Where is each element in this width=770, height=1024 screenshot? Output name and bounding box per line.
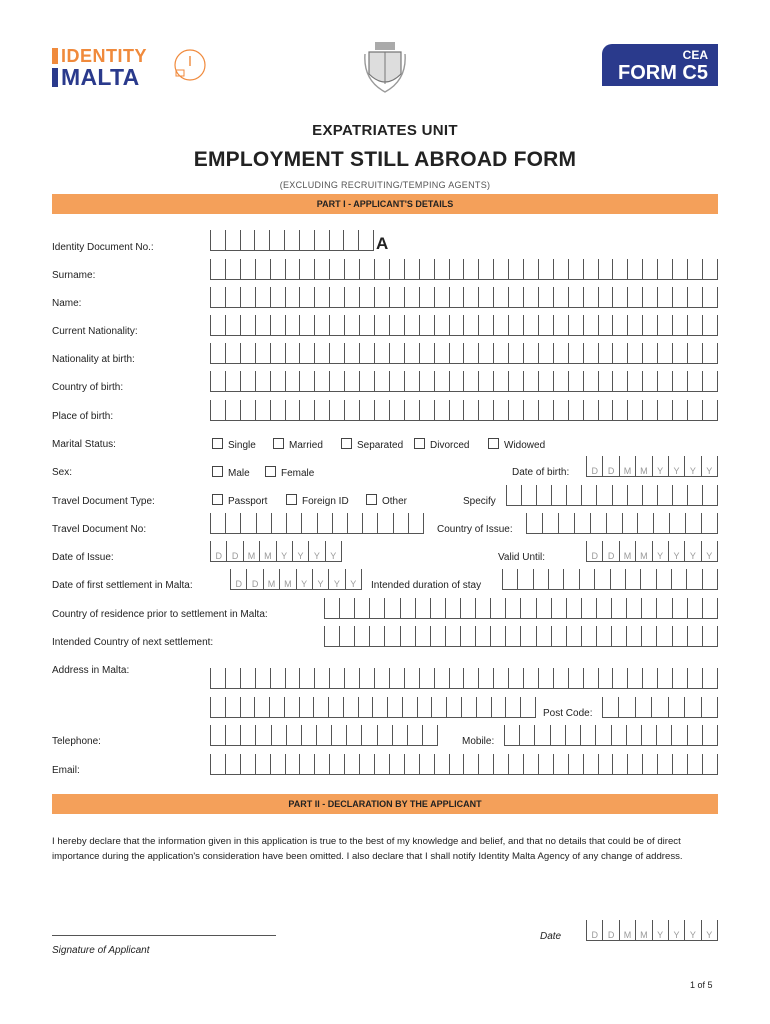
sex-female-checkbox[interactable]: Female bbox=[265, 466, 314, 479]
country-issue-input[interactable] bbox=[526, 513, 718, 534]
country-birth-input[interactable] bbox=[210, 371, 718, 392]
intended-duration-label: Intended duration of stay bbox=[371, 580, 482, 591]
travel-doc-type-label: Travel Document Type: bbox=[52, 496, 155, 507]
form-badge bbox=[602, 44, 718, 86]
checkbox-icon bbox=[488, 438, 499, 449]
specify-label: Specify bbox=[463, 496, 496, 507]
unit-heading: EXPATRIATES UNIT bbox=[312, 122, 458, 139]
post-code-input[interactable] bbox=[602, 697, 718, 718]
name-input[interactable] bbox=[210, 287, 718, 308]
id-doc-input[interactable] bbox=[210, 230, 374, 251]
checkbox-icon bbox=[414, 438, 425, 449]
marital-widowed-checkbox[interactable]: Widowed bbox=[488, 438, 545, 451]
part1-header: PART I - APPLICANT'S DETAILS bbox=[52, 194, 718, 214]
sex-label: Sex: bbox=[52, 467, 73, 478]
telephone-label: Telephone: bbox=[52, 736, 101, 747]
place-birth-input[interactable] bbox=[210, 400, 718, 421]
checkbox-icon bbox=[366, 494, 377, 505]
form-title: EMPLOYMENT STILL ABROAD FORM bbox=[193, 148, 577, 171]
date-issue-input[interactable]: D D M M Y Y Y Y bbox=[210, 541, 342, 562]
current-nationality-input[interactable] bbox=[210, 315, 718, 336]
checkbox-icon bbox=[273, 438, 284, 449]
id-doc-label: Identity Document No.: bbox=[52, 242, 154, 253]
part2-header: PART II - DECLARATION BY THE APPLICANT bbox=[52, 794, 718, 814]
date-issue-label: Date of Issue: bbox=[52, 552, 114, 563]
sex-male-checkbox[interactable]: Male bbox=[212, 466, 250, 479]
next-settlement-input[interactable] bbox=[324, 626, 718, 647]
mobile-label: Mobile: bbox=[462, 736, 495, 747]
checkbox-icon bbox=[212, 466, 223, 477]
identity-card-icon bbox=[174, 48, 206, 82]
logo-malta-text: MALTA bbox=[52, 64, 140, 91]
country-residence-label: Country of residence prior to settlement in Malta: bbox=[52, 609, 268, 620]
declaration-date-label: Date bbox=[540, 931, 562, 942]
signature-line[interactable] bbox=[52, 935, 276, 936]
surname-label: Surname: bbox=[52, 270, 96, 281]
place-birth-label: Place of birth: bbox=[52, 411, 114, 422]
country-issue-label: Country of Issue: bbox=[437, 524, 513, 535]
travel-foreign-id-checkbox[interactable]: Foreign ID bbox=[286, 494, 349, 507]
country-birth-label: Country of birth: bbox=[52, 382, 124, 393]
mobile-input[interactable] bbox=[504, 725, 718, 746]
address-line2-input[interactable] bbox=[210, 697, 536, 718]
signature-label: Signature of Applicant bbox=[52, 945, 150, 956]
checkbox-icon bbox=[212, 494, 223, 505]
marital-divorced-checkbox[interactable]: Divorced bbox=[414, 438, 469, 451]
travel-doc-no-label: Travel Document No: bbox=[52, 524, 147, 535]
checkbox-icon bbox=[212, 438, 223, 449]
address-line1-input[interactable] bbox=[210, 668, 718, 689]
email-input[interactable] bbox=[210, 754, 718, 775]
country-residence-input[interactable] bbox=[324, 598, 718, 619]
declaration-date-input[interactable]: D D M M Y Y Y Y bbox=[586, 920, 718, 941]
first-settlement-input[interactable]: D D M M Y Y Y Y bbox=[230, 569, 362, 590]
checkbox-icon bbox=[286, 494, 297, 505]
page-number: 1 of 5 bbox=[690, 980, 713, 990]
checkbox-icon bbox=[265, 466, 276, 477]
declaration-text: I hereby declare that the information given in this application is true to the best of my knowledge and belief, and that no details that could be of direct importance during the application's consideration have been omitted. I also declare that I shall notify Identity Malta Agency of any change of address. bbox=[52, 836, 683, 862]
current-nationality-label: Current Nationality: bbox=[52, 326, 138, 337]
intended-duration-input[interactable] bbox=[502, 569, 718, 590]
valid-until-input[interactable]: D D M M Y Y Y Y bbox=[586, 541, 718, 562]
badge-form-label: FORM C5 bbox=[618, 62, 708, 84]
badge-cea-label: CEA bbox=[682, 48, 708, 62]
travel-doc-no-input[interactable] bbox=[210, 513, 424, 534]
telephone-input[interactable] bbox=[210, 725, 438, 746]
post-code-label: Post Code: bbox=[543, 708, 593, 719]
marital-single-checkbox[interactable]: Single bbox=[212, 438, 256, 451]
nationality-birth-input[interactable] bbox=[210, 343, 718, 364]
id-suffix-letter: A bbox=[376, 234, 389, 253]
marital-married-checkbox[interactable]: Married bbox=[273, 438, 323, 451]
form-subtitle: (EXCLUDING RECRUITING/TEMPING AGENTS) bbox=[279, 180, 491, 190]
dob-label: Date of birth: bbox=[512, 467, 570, 478]
valid-until-label: Valid Until: bbox=[498, 552, 546, 563]
email-label: Email: bbox=[52, 765, 80, 776]
next-settlement-label: Intended Country of next settlement: bbox=[52, 637, 214, 648]
travel-passport-checkbox[interactable]: Passport bbox=[212, 494, 267, 507]
malta-coat-of-arms-icon bbox=[363, 40, 407, 94]
nationality-birth-label: Nationality at birth: bbox=[52, 354, 135, 365]
address-label: Address in Malta: bbox=[52, 665, 130, 676]
marital-separated-checkbox[interactable]: Separated bbox=[341, 438, 403, 451]
travel-other-checkbox[interactable]: Other bbox=[366, 494, 407, 507]
name-label: Name: bbox=[52, 298, 82, 309]
surname-input[interactable] bbox=[210, 259, 718, 280]
checkbox-icon bbox=[341, 438, 352, 449]
specify-input[interactable] bbox=[506, 485, 718, 506]
dob-input[interactable]: D D M M Y Y Y Y bbox=[586, 456, 718, 477]
first-settlement-label: Date of first settlement in Malta: bbox=[52, 580, 193, 591]
marital-status-label: Marital Status: bbox=[52, 439, 116, 450]
logo-identity-text: IDENTITY bbox=[52, 46, 147, 67]
